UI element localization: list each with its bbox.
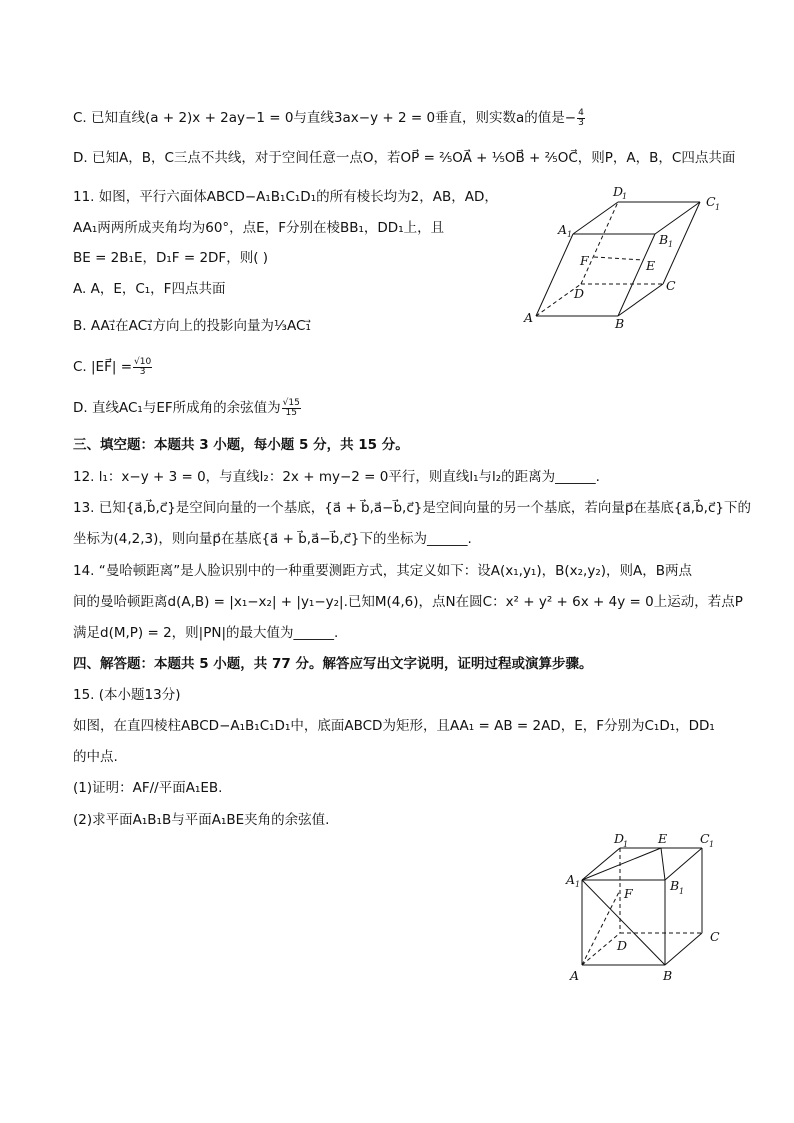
label-B: B — [615, 316, 625, 331]
label-B1: B — [670, 878, 680, 893]
q11-line-3: BE = 2B₁E，D₁F = 2DF，则( ) — [73, 250, 269, 266]
q14-line-3: 满足d(M,P) = 2，则|PN|的最大值为______. — [73, 625, 339, 641]
fraction: $\frac{√15}{15}$ — [282, 397, 300, 418]
label-B1: B — [659, 232, 669, 247]
q11-line-1: 11. 如图，平行六面体ABCD−A₁B₁C₁D₁的所有棱长均为2，AB，AD， — [73, 189, 498, 205]
edge-B1C1 — [665, 848, 702, 880]
q15-line-2: 的中点. — [73, 749, 118, 765]
label-A1: A — [558, 222, 568, 237]
label-E: E — [646, 258, 656, 273]
fraction: $\frac{4}{3}$ — [578, 107, 584, 128]
edge-BC — [665, 933, 702, 965]
section-3-heading: 三、填空题：本题共 3 小题，每小题 5 分，共 15 分。 — [73, 437, 409, 453]
label-A1: A — [566, 872, 576, 887]
q12: 12. l₁：x−y + 3 = 0，与直线l₂：2x + my−2 = 0平行，则直线l₁与l₂的距离为______. — [73, 469, 600, 485]
segment-AF — [582, 890, 620, 965]
label-D1: D — [613, 184, 624, 199]
label-C1-sub: 1 — [715, 203, 721, 212]
prism-figure — [560, 828, 740, 988]
label-C1-sub: 1 — [709, 840, 715, 849]
label-A: A — [570, 968, 580, 983]
q14-line-1: 14. “曼哈顿距离”是人脸识别中的一种重要测距方式，其定义如下：设A(x₁,y₁)，B(x₂,y₂)，则A，B两点 — [73, 563, 692, 579]
segment-EB — [661, 848, 665, 880]
q15-part-1: (1)证明：AF//平面A₁EB. — [73, 780, 223, 796]
q14-line-2: 间的曼哈顿距离d(A,B) = |x₁−x₂| + |y₁−y₂|.已知M(4,6)，点N在圆C：x² + y² + 6x + 4y = 0上运动，若点P — [73, 594, 743, 610]
label-B1-sub: 1 — [679, 887, 685, 896]
option-d: D. 已知A，B，C三点不共线，对于空间任意一点O，若OP⃗ = ²⁄₅OA⃗ + ¹⁄₅OB⃗ + ²⁄₅OC⃗，则P，A，B，C四点共面 — [73, 150, 736, 166]
label-B: B — [663, 968, 673, 983]
edge-DD1 — [581, 202, 618, 284]
parallelepiped-figure — [518, 182, 728, 332]
label-E: E — [658, 831, 668, 846]
option-c-text: C. 已知直线(a + 2)x + 2ay−1 = 0与直线3ax−y + 2 = 0垂直，则实数a的值是− — [73, 110, 577, 126]
q11-line-2: AA₁两两所成夹角均为60°，点E，F分别在棱BB₁，DD₁上，且 — [73, 220, 445, 236]
edge-AD — [582, 933, 620, 965]
segment-A1E — [582, 848, 661, 880]
edge-AA1 — [536, 234, 573, 316]
option-c — [73, 108, 586, 128]
label-F: F — [580, 253, 589, 268]
q11-option-d: D. 直线AC₁与EF所成角的余弦值为 $\frac{√15}{15}$ — [73, 397, 300, 418]
segment-EF — [594, 257, 643, 260]
label-C1: C — [700, 831, 710, 846]
q13-line-1: 13. 已知{a⃗,b⃗,c⃗}是空间向量的一个基底，{a⃗ + b⃗,a⃗−b⃗,c⃗}是空间向量的另一个基底，若向量p⃗在基底{a⃗,b⃗,c⃗}下的 — [73, 500, 751, 516]
q15-part-2: (2)求平面A₁B₁B与平面A₁BE夹角的余弦值. — [73, 812, 330, 828]
label-D1-sub: 1 — [623, 840, 629, 849]
label-D1-sub: 1 — [622, 192, 628, 201]
label-D1: D — [614, 831, 625, 846]
edge-BB1 — [618, 234, 655, 316]
fraction: $\frac{√10}{3}$ — [134, 356, 152, 377]
label-B1-sub: 1 — [668, 240, 674, 249]
label-A: A — [524, 310, 534, 325]
edge-A1D1 — [582, 848, 620, 880]
q11-option-c: C. |EF⃗| = $\frac{√10}{3}$ — [73, 356, 152, 377]
q15-line-1: 如图，在直四棱柱ABCD−A₁B₁C₁D₁中，底面ABCD为矩形，且AA₁ = AB = 2AD，E，F分别为C₁D₁，DD₁ — [73, 718, 715, 734]
label-F: F — [624, 886, 633, 901]
label-C1: C — [706, 194, 716, 209]
q11-option-b: B. AA₁⃗在AC₁⃗方向上的投影向量为⅓AC₁⃗ — [73, 318, 311, 334]
q13-line-2: 坐标为(4,2,3)，则向量p⃗在基底{a⃗ + b⃗,a⃗−b⃗,c⃗}下的坐标为______. — [73, 531, 472, 547]
label-A1-sub: 1 — [567, 230, 573, 239]
section-4-heading: 四、解答题：本题共 5 小题，共 77 分。解答应写出文字说明，证明过程或演算步骤。 — [73, 656, 593, 672]
label-D: D — [617, 938, 628, 953]
label-D: D — [574, 286, 585, 301]
label-C: C — [710, 929, 720, 944]
q11-option-a: A. A，E，C₁，F四点共面 — [73, 281, 226, 297]
label-A1-sub: 1 — [575, 880, 581, 889]
label-C: C — [666, 278, 676, 293]
q15-heading: 15. (本小题13分) — [73, 687, 181, 703]
